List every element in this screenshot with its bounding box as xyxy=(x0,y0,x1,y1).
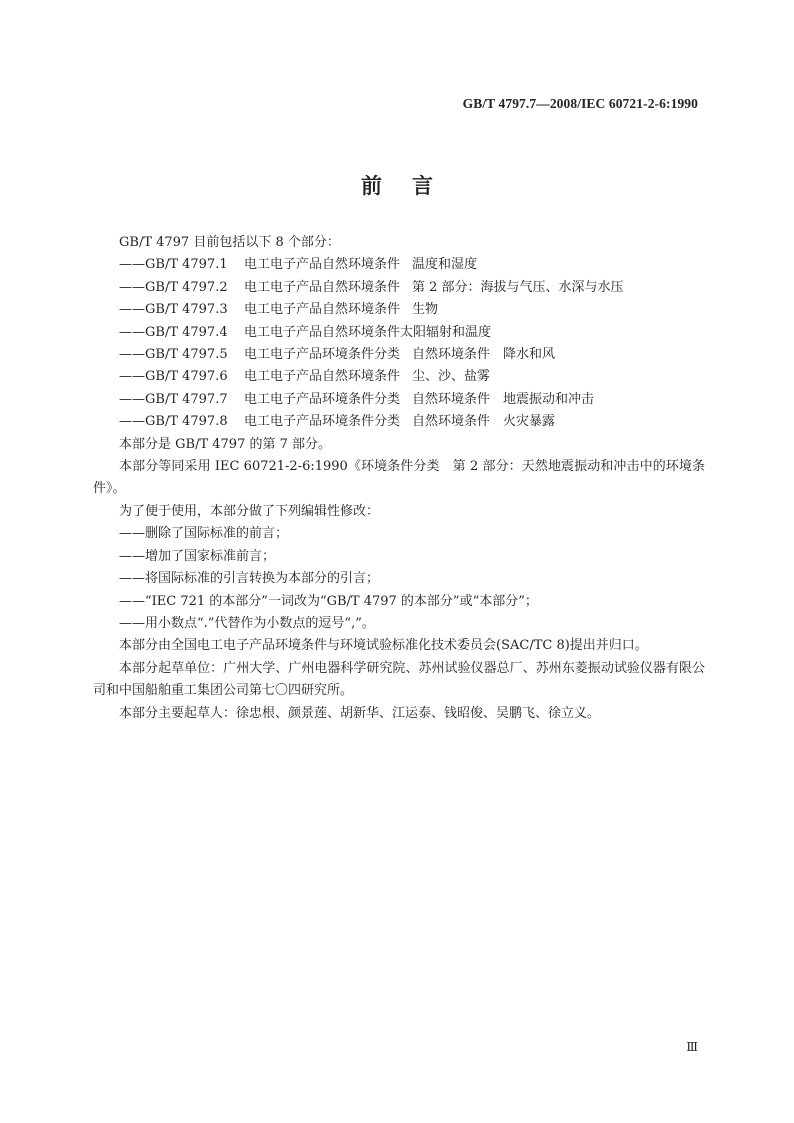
drafting-units-paragraph: 本部分起草单位：广州大学、广州电器科学研究院、苏州试验仪器总厂、苏州东菱振动试验仪器有限公司和中国船舶重工集团公司第七〇四研究所。 xyxy=(93,660,705,699)
parts-list xyxy=(93,254,705,433)
list-item: ——增加了国家标准前言； xyxy=(119,548,276,564)
drafters-paragraph: 本部分主要起草人：徐忠根、颜景莲、胡新华、江运泰、钱昭俊、吴鹏飞、徐立义。 xyxy=(119,705,601,721)
proposal-paragraph: 本部分由全国电工电子产品环境条件与环境试验标准化技术委员会(SAC/TC 8)提出并归口。 xyxy=(119,638,648,654)
preface-body xyxy=(93,232,705,725)
page-number: Ⅲ xyxy=(686,1040,698,1054)
part-statement: 本部分是 GB/T 4797 的第 7 部分。 xyxy=(119,436,332,452)
equivalence-paragraph: 本部分等同采用 IEC 60721-2-6:1990《环境条件分类 第 2 部分：天然地震振动和冲击中的环境条件》。 xyxy=(93,459,705,497)
edits-list xyxy=(93,523,705,635)
list-item: ——删除了国际标准的前言； xyxy=(119,526,289,542)
list-item: ——GB/T 4797.1 电工电子产品自然环境条件 温度和湿度 xyxy=(119,257,478,273)
standard-number-header: GB/T 4797.7—2008/IEC 60721-2-6:1990 xyxy=(462,96,698,111)
list-item: ——用小数点“.”代替作为小数点的逗号“,”。 xyxy=(119,615,375,631)
edits-intro: 为了便于使用，本部分做了下列编辑性修改： xyxy=(119,503,380,519)
list-item: ——GB/T 4797.7 电工电子产品环境条件分类 自然环境条件 地震振动和冲击 xyxy=(119,391,595,407)
list-item: ——GB/T 4797.4 电工电子产品自然环境条件太阳辐射和温度 xyxy=(119,324,492,340)
list-item: ——GB/T 4797.8 电工电子产品环境条件分类 自然环境条件 火灾暴露 xyxy=(119,414,556,430)
intro-paragraph: GB/T 4797 目前包括以下 8 个部分： xyxy=(119,235,340,250)
list-item: ——“IEC 721 的本部分”一词改为“GB/T 4797 的本部分”或“本部分”； xyxy=(119,593,538,609)
list-item: ——GB/T 4797.2 电工电子产品自然环境条件 第 2 部分：海拔与气压、水深与水压 xyxy=(119,279,624,295)
list-item: ——GB/T 4797.5 电工电子产品环境条件分类 自然环境条件 降水和风 xyxy=(119,347,556,363)
list-item: ——将国际标准的引言转换为本部分的引言； xyxy=(119,571,380,587)
list-item: ——GB/T 4797.3 电工电子产品自然环境条件 生物 xyxy=(119,302,439,318)
page-title: 前言 xyxy=(361,174,463,198)
list-item: ——GB/T 4797.6 电工电子产品自然环境条件 尘、沙、盐雾 xyxy=(119,369,491,385)
